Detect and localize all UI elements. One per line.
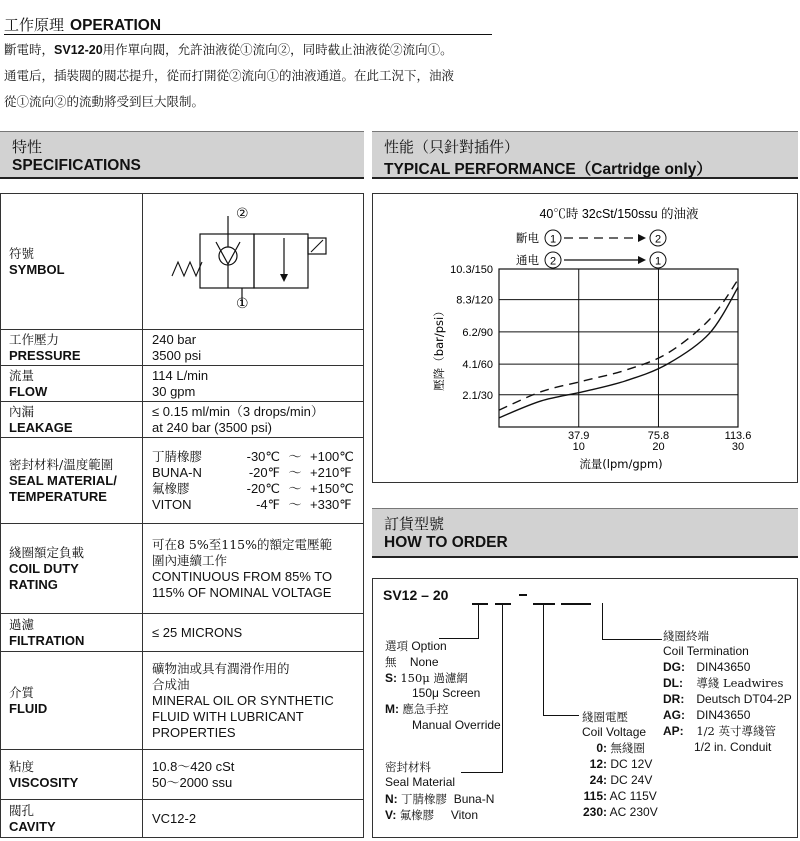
blank-dash bbox=[519, 594, 527, 596]
spec-label-en: SYMBOL bbox=[9, 261, 65, 277]
legend-from-label: 1 bbox=[549, 233, 557, 246]
chart-title: 40℃時 32cSt/150ssu 的油液 bbox=[539, 207, 699, 221]
operation-line1-pre: 斷電時， bbox=[4, 42, 55, 57]
termination-heading-en: Coil Termination bbox=[663, 644, 749, 658]
spec-value-line: at 240 bar (3500 psi) bbox=[152, 419, 272, 435]
x-tick-label-bottom: 20 bbox=[652, 441, 665, 453]
spec-label bbox=[1, 330, 143, 365]
spec-label-en: FLUID bbox=[9, 700, 48, 716]
how-to-order-box bbox=[372, 578, 798, 838]
option-item bbox=[385, 655, 439, 670]
legend-arrowhead bbox=[638, 234, 646, 242]
voltage-heading-en: Coil Voltage bbox=[582, 725, 647, 739]
temp-sep: ～ bbox=[288, 448, 302, 464]
termination-code: DL: bbox=[663, 676, 683, 690]
termination-code: DG: bbox=[663, 660, 685, 674]
termination-heading-cn-text: 綫圈終端 bbox=[663, 629, 709, 643]
spec-value-line: 50～2000 ssu bbox=[152, 774, 233, 790]
spec-label bbox=[1, 366, 143, 401]
y-axis-label: 壓降（bar/psi） bbox=[432, 305, 446, 391]
specifications-header bbox=[0, 131, 364, 179]
seal-item bbox=[385, 792, 494, 807]
spec-label bbox=[1, 524, 143, 613]
operation-text-line2: 通電后，插裝閥的閥芯提升，從而打開從②流向①的油液通道。在此工況下，油液 bbox=[4, 68, 455, 83]
seal-item bbox=[385, 808, 478, 823]
termination-item bbox=[663, 708, 750, 723]
termination-value: DIN43650 bbox=[696, 660, 751, 674]
blank-voltage bbox=[533, 603, 555, 605]
perf-header-cn: 性能（只針對插件） bbox=[384, 138, 520, 156]
voltage-heading-cn-text: 綫圈電壓 bbox=[582, 710, 628, 724]
voltage-item bbox=[574, 757, 652, 772]
voltage-value: AC 115V bbox=[609, 789, 657, 803]
spec-label bbox=[1, 402, 143, 437]
seal-heading-en: Seal Material bbox=[385, 775, 456, 789]
operation-text-line1 bbox=[4, 40, 453, 58]
option-heading-cn: 選項 bbox=[385, 639, 408, 653]
spec-row-viscosity bbox=[1, 750, 363, 800]
performance-chart-box bbox=[372, 193, 798, 483]
termination-item bbox=[663, 724, 776, 739]
option-heading-en: Option bbox=[411, 639, 447, 653]
specifications-table bbox=[0, 193, 364, 838]
performance-header bbox=[372, 131, 798, 179]
spec-label-en: FLOW bbox=[9, 383, 48, 399]
valve-symbol-drawing bbox=[144, 194, 362, 329]
spec-label bbox=[1, 614, 143, 651]
spec-value-line: 3500 psi bbox=[152, 347, 202, 363]
spec-label-en: RATING bbox=[9, 576, 58, 592]
spec-value bbox=[152, 330, 359, 365]
termination-value: Deutsch DT04-2P bbox=[696, 692, 792, 706]
y-tick-label: 2.1/30 bbox=[462, 389, 493, 402]
spec-value-line: 30 gpm bbox=[152, 383, 196, 399]
option-item-cn: 應急手控 bbox=[402, 702, 449, 716]
voltage-item bbox=[574, 773, 652, 788]
voltage-code: 24: bbox=[589, 773, 607, 787]
voltage-item bbox=[574, 789, 657, 804]
order-code: SV12 – 20 bbox=[383, 587, 449, 603]
spec-row-leakage bbox=[1, 402, 363, 438]
port-1-label: ① bbox=[236, 296, 249, 312]
seal-material: 丁腈橡膠 bbox=[152, 448, 203, 464]
blank-termination bbox=[561, 603, 591, 605]
spec-label bbox=[1, 652, 143, 749]
spec-label-en: CAVITY bbox=[9, 818, 56, 834]
spec-value-line: 240 bar bbox=[152, 331, 197, 347]
legend-label: 通电 bbox=[516, 253, 539, 267]
spec-label bbox=[1, 438, 143, 523]
termination-item bbox=[663, 692, 792, 707]
spec-label bbox=[1, 750, 143, 799]
seal-code: N: bbox=[385, 792, 398, 806]
spec-header-cn: 特性 bbox=[12, 138, 43, 156]
spec-value bbox=[152, 750, 359, 799]
termination-item bbox=[663, 660, 750, 675]
spec-value-line: 礦物油或具有潤滑作用的 bbox=[152, 660, 290, 676]
temp-low: -20℃ bbox=[246, 480, 280, 496]
spec-value-line: 合成油 bbox=[152, 676, 190, 692]
blank-seal bbox=[495, 603, 511, 605]
operation-title-en: OPERATION bbox=[70, 17, 162, 34]
y-tick-label: 4.1/60 bbox=[462, 359, 493, 372]
option-item-en: Manual Override bbox=[412, 718, 501, 732]
temp-high: +330℉ bbox=[310, 496, 352, 512]
voltage-code: 230: bbox=[582, 805, 607, 819]
voltage-item bbox=[574, 805, 658, 820]
spec-value bbox=[152, 800, 359, 837]
x-tick-label-bottom: 10 bbox=[572, 441, 585, 453]
x-tick-label-top: 75.8 bbox=[647, 430, 670, 442]
spec-row-filtration bbox=[1, 614, 363, 652]
spec-label-cn: 工作壓力 bbox=[9, 331, 60, 347]
x-tick-label-top: 113.6 bbox=[724, 430, 752, 442]
option-item-en: 150μ Screen bbox=[412, 686, 481, 700]
spec-value-line: ≤ 25 MICRONS bbox=[152, 624, 243, 640]
y-tick-label: 8.3/120 bbox=[456, 294, 493, 307]
spec-value bbox=[152, 524, 359, 613]
temp-low: -20℉ bbox=[248, 464, 280, 480]
temp-high: +100℃ bbox=[310, 448, 354, 464]
seal-item-en: Buna-N bbox=[453, 792, 495, 806]
spec-value-line: CONTINUOUS FROM 85% TO bbox=[152, 568, 333, 584]
operation-line1-post: 用作單向閥，允許油液從①流向②，同時截止油液從②流向①。 bbox=[102, 42, 453, 57]
order-header bbox=[372, 508, 798, 558]
spec-value-line: PROPERTIES bbox=[152, 724, 236, 740]
spec-label-en: TEMPERATURE bbox=[9, 488, 107, 504]
spec-value-line: 114 L/min bbox=[152, 367, 209, 383]
spec-row-coil-duty bbox=[1, 524, 363, 614]
spec-value-line: VC12-2 bbox=[152, 810, 197, 826]
legend-label: 斷电 bbox=[516, 231, 539, 245]
leader-termination bbox=[602, 603, 603, 640]
spec-label-cn: 流量 bbox=[9, 367, 35, 383]
voltage-value: 無綫圈 bbox=[610, 741, 645, 755]
spec-label bbox=[1, 194, 143, 329]
operation-title-cn: 工作原理 bbox=[4, 16, 65, 34]
seal-row bbox=[152, 449, 359, 465]
performance-chart bbox=[373, 194, 797, 482]
spec-value bbox=[152, 402, 359, 437]
spec-label-cn: 綫圈額定負載 bbox=[9, 544, 85, 560]
spec-row-flow bbox=[1, 366, 363, 402]
seal-material: VITON bbox=[152, 496, 192, 512]
option-code: M: bbox=[385, 702, 399, 716]
operation-text-line3: 從①流向②的流動將受到巨大限制。 bbox=[4, 94, 205, 109]
spec-label bbox=[1, 800, 143, 837]
leader-seal-h bbox=[461, 772, 503, 773]
spec-value-line: FLUID WITH LUBRICANT bbox=[152, 708, 304, 724]
seal-material: BUNA-N bbox=[152, 464, 202, 480]
legend-arrowhead bbox=[638, 256, 646, 264]
spec-value bbox=[152, 438, 359, 523]
temp-low: -30℃ bbox=[246, 448, 280, 464]
seal-item-cn: 丁腈橡膠 bbox=[401, 792, 448, 806]
valve-symbol bbox=[144, 194, 362, 329]
spec-label-cn: 介質 bbox=[9, 684, 35, 700]
option-item bbox=[385, 671, 468, 686]
spec-row-fluid bbox=[1, 652, 363, 750]
temp-high: +210℉ bbox=[310, 464, 352, 480]
termination-value: 1/2 in. Conduit bbox=[694, 740, 772, 754]
series-line-energized bbox=[499, 287, 738, 417]
spec-row-seal-material bbox=[1, 438, 363, 524]
voltage-heading-cn bbox=[582, 710, 628, 725]
termination-value: 導綫 Leadwires bbox=[696, 676, 784, 690]
legend-to-label: 2 bbox=[654, 233, 662, 246]
termination-item bbox=[663, 676, 783, 691]
spec-label-cn: 密封材料/溫度範圍 bbox=[9, 456, 114, 472]
temp-high: +150℃ bbox=[310, 480, 354, 496]
seal-item-cn: 氟橡膠 bbox=[399, 808, 435, 822]
spec-label-en: LEAKAGE bbox=[9, 419, 73, 435]
option-item-cn: 150μ 過濾網 bbox=[400, 671, 468, 685]
order-header-en: HOW TO ORDER bbox=[384, 534, 508, 551]
perf-header-en: TYPICAL PERFORMANCE（Cartridge only） bbox=[384, 161, 712, 178]
spec-header-en: SPECIFICATIONS bbox=[12, 157, 141, 174]
option-item bbox=[385, 702, 448, 717]
spec-label-en: COIL DUTY bbox=[9, 560, 79, 576]
spec-label-cn: 閥孔 bbox=[9, 802, 35, 818]
spec-row-symbol bbox=[1, 194, 363, 330]
spec-value-line: 圍內連續工作 bbox=[152, 552, 228, 568]
temp-low: -4℉ bbox=[256, 496, 280, 512]
spec-label-en: VISCOSITY bbox=[9, 774, 79, 790]
spec-label-en: SEAL MATERIAL/ bbox=[9, 472, 117, 488]
option-code: S: bbox=[385, 671, 397, 685]
spec-row-pressure bbox=[1, 330, 363, 366]
voltage-value: DC 12V bbox=[610, 757, 653, 771]
temp-sep: ～ bbox=[288, 464, 302, 480]
legend-from-label: 2 bbox=[549, 255, 557, 268]
spec-value bbox=[152, 366, 359, 401]
legend-to-label: 1 bbox=[654, 255, 662, 268]
option-heading bbox=[385, 639, 447, 654]
spec-value-line: 115% OF NOMINAL VOLTAGE bbox=[152, 584, 332, 600]
option-item-en: None bbox=[409, 655, 439, 669]
leader-voltage-h bbox=[543, 715, 579, 716]
seal-heading-cn-text: 密封材料 bbox=[385, 760, 431, 774]
spec-label-cn: 內漏 bbox=[9, 403, 35, 419]
seal-heading-cn bbox=[385, 760, 431, 775]
x-axis-label: 流量(lpm/gpm) bbox=[579, 457, 663, 471]
spec-value-line: 可在8 5%至115%的額定電壓範 bbox=[152, 536, 332, 552]
spec-value-line: 10.8～420 cSt bbox=[152, 758, 235, 774]
voltage-value: AC 230V bbox=[609, 805, 658, 819]
seal-row bbox=[152, 497, 359, 513]
spec-value bbox=[152, 652, 359, 749]
termination-value: 1/2 英寸導綫管 bbox=[696, 724, 777, 738]
blank-option bbox=[472, 603, 488, 605]
termination-heading-cn bbox=[663, 629, 709, 644]
spec-label-en: PRESSURE bbox=[9, 347, 81, 363]
voltage-code: 0: bbox=[596, 741, 607, 755]
spec-value-line: ≤ 0.15 ml/min（3 drops/min） bbox=[152, 403, 324, 419]
order-header-cn: 訂貨型號 bbox=[384, 515, 445, 533]
seal-item-en: Viton bbox=[450, 808, 478, 822]
voltage-code: 115: bbox=[583, 789, 607, 803]
spec-label-en: FILTRATION bbox=[9, 632, 85, 648]
option-item-cn: 無 bbox=[385, 655, 397, 669]
seal-row bbox=[152, 481, 359, 497]
termination-value: DIN43650 bbox=[696, 708, 751, 722]
temp-sep: ～ bbox=[288, 496, 302, 512]
spec-label-cn: 粘度 bbox=[9, 758, 35, 774]
port-2-label: ② bbox=[236, 206, 249, 222]
seal-row bbox=[152, 465, 359, 481]
voltage-value: DC 24V bbox=[610, 773, 653, 787]
title-underline bbox=[4, 34, 492, 35]
spec-label-cn: 過濾 bbox=[9, 616, 35, 632]
operation-title bbox=[4, 14, 161, 35]
y-tick-label: 6.2/90 bbox=[462, 326, 493, 339]
termination-code: AP: bbox=[663, 724, 684, 738]
seal-material: 氟橡膠 bbox=[152, 480, 190, 496]
voltage-code: 12: bbox=[589, 757, 607, 771]
termination-code: AG: bbox=[663, 708, 685, 722]
termination-code: DR: bbox=[663, 692, 685, 706]
x-tick-label-top: 37.9 bbox=[568, 430, 590, 442]
leader-voltage bbox=[543, 603, 544, 716]
temp-sep: ～ bbox=[288, 480, 302, 496]
leader-option bbox=[478, 603, 479, 639]
spec-value bbox=[152, 614, 359, 651]
y-tick-label: 10.3/150 bbox=[450, 264, 493, 276]
spec-row-cavity bbox=[1, 800, 363, 837]
leader-termination-h bbox=[602, 639, 662, 640]
model-code: SV12-20 bbox=[54, 43, 103, 57]
spec-value-line: MINERAL OIL OR SYNTHETIC bbox=[152, 692, 334, 708]
seal-code: V: bbox=[385, 808, 397, 822]
leader-seal bbox=[502, 603, 503, 773]
x-tick-label-bottom: 30 bbox=[731, 441, 745, 453]
spec-label-cn: 符號 bbox=[9, 245, 35, 261]
